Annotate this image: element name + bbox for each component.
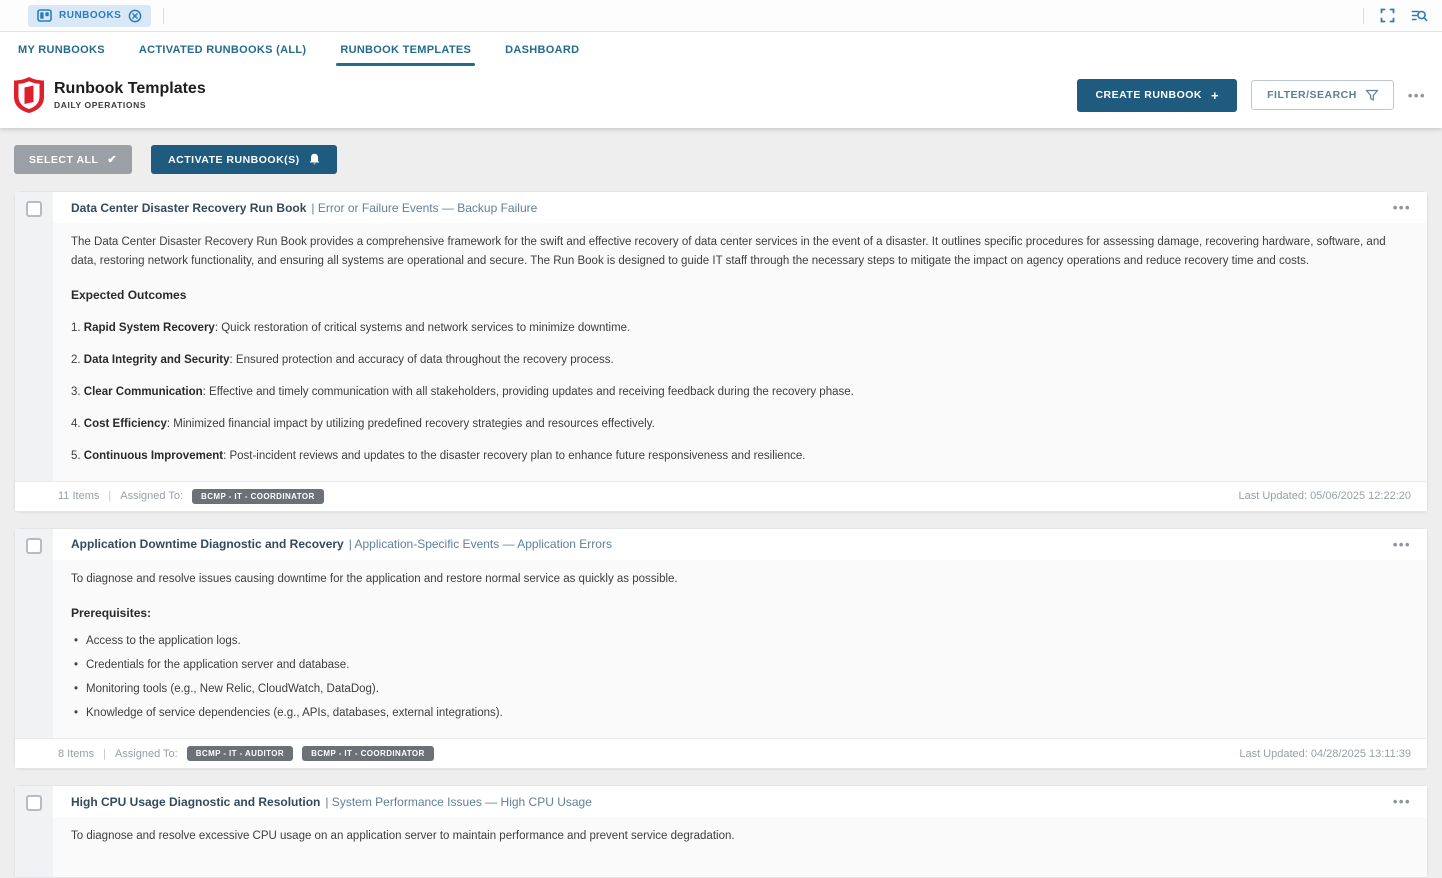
bulk-actions-row (14, 145, 1428, 174)
runbook-category: | System Performance Issues — High CPU Usage (325, 794, 592, 809)
title-block (54, 80, 206, 110)
runbook-description-panel (53, 223, 1427, 481)
list-item: 1. Rapid System Recovery: Quick restoration of critical systems and network services to minimize downtime. (71, 321, 631, 334)
list-item: 5. Continuous Improvement: Post-incident reviews and updates to the disaster recovery plan to enhance future responsiveness and resilience. (71, 449, 806, 462)
runbook-checkbox[interactable] (26, 538, 42, 554)
card-footer: 8 Items | Assigned To: BCMP - IT - AUDITOR BCMP - IT - COORDINATOR Last Updated: 04/28/2025 13:11:39 (15, 738, 1427, 768)
runbook-card (14, 528, 1428, 770)
list-item: • Knowledge of service dependencies (e.g., APIs, databases, external integrations). (71, 704, 1409, 723)
runbooks-workspace-chip[interactable] (28, 5, 151, 27)
card-more-menu[interactable]: ••• (1392, 200, 1411, 215)
items-count: 8 Items (58, 747, 95, 760)
list-item: • Credentials for the application server and database. (71, 656, 1409, 675)
list-item: • Monitoring tools (e.g., New Relic, CloudWatch, DataDog). (71, 680, 1409, 699)
fullscreen-icon[interactable] (1380, 8, 1395, 23)
filter-search-button[interactable]: FILTER/SEARCH (1251, 80, 1394, 110)
runbook-category: | Application-Specific Events — Application Errors (348, 537, 612, 552)
select-all-button[interactable]: SELECT ALL ✔ (14, 145, 132, 174)
list-item: 2. Data Integrity and Security: Ensured protection and accuracy of data throughout the recovery process. (71, 353, 614, 366)
runbook-title[interactable]: Application Downtime Diagnostic and Recovery (71, 537, 344, 552)
topbar-right-divider (1363, 8, 1364, 24)
top-bar (0, 0, 1442, 32)
card-more-menu[interactable]: ••• (1392, 536, 1411, 552)
card-select-gutter (15, 529, 53, 739)
runbook-title[interactable]: High CPU Usage Diagnostic and Resolution (71, 794, 321, 809)
activate-runbooks-button[interactable]: ACTIVATE RUNBOOK(S) (151, 145, 337, 174)
page-subtitle: DAILY OPERATIONS (54, 100, 147, 110)
runbook-description: To diagnose and resolve issues causing downtime for the application and restore normal service as quickly as possible. (71, 572, 678, 585)
list-item: 3. Clear Communication: Effective and timely communication with all stakeholders, providing updates and receiving feedback during the recovery phase. (71, 385, 854, 398)
last-updated: Last Updated: 05/06/2025 12:22:20 (1238, 490, 1411, 503)
search-list-icon[interactable] (1411, 8, 1428, 23)
nav-tabs (0, 32, 1442, 68)
filter-funnel-icon (1366, 90, 1378, 101)
create-runbook-button[interactable]: CREATE RUNBOOK + (1077, 79, 1237, 112)
card-footer: 11 Items | Assigned To: BCMP - IT - COORDINATOR Last Updated: 05/06/2025 12:22:20 (15, 481, 1427, 511)
card-select-gutter (15, 786, 53, 877)
prerequisites-list (71, 632, 1409, 723)
runbook-checkbox[interactable] (26, 201, 42, 217)
runbook-checkbox[interactable] (26, 795, 42, 811)
runbook-card (14, 785, 1428, 878)
tab-dashboard[interactable]: DASHBOARD (505, 44, 580, 56)
items-count: 11 Items (58, 490, 100, 503)
section-heading: Prerequisites: (71, 605, 152, 620)
assigned-to-label: Assigned To: (114, 747, 178, 760)
board-icon (37, 9, 52, 22)
assigned-role-badge: BCMP - IT - AUDITOR (187, 746, 293, 761)
assigned-role-badge: BCMP - IT - COORDINATOR (302, 746, 434, 761)
section-heading: Expected Outcomes (71, 287, 187, 302)
tab-activated-runbooks[interactable]: ACTIVATED RUNBOOKS (ALL) (138, 44, 307, 56)
bell-icon (309, 153, 320, 166)
runbook-card (14, 191, 1428, 512)
app-header (0, 68, 1442, 128)
card-select-gutter (15, 192, 53, 481)
assigned-role-badge: BCMP - IT - COORDINATOR (192, 489, 324, 504)
shield-logo-icon (14, 77, 44, 113)
runbooks-chip-label: RUNBOOKS (59, 10, 122, 21)
tab-runbook-templates[interactable]: RUNBOOK TEMPLATES (340, 32, 471, 68)
tab-my-runbooks[interactable]: MY RUNBOOKS (18, 44, 105, 56)
card-more-menu[interactable]: ••• (1392, 794, 1411, 810)
runbook-description: To diagnose and resolve excessive CPU usage on an application server to maintain performance and prevent service degradation. (71, 830, 735, 843)
plus-icon: + (1211, 87, 1220, 103)
page-title: Runbook Templates (54, 80, 206, 97)
runbook-category: | Error or Failure Events — Backup Failure (311, 200, 538, 215)
close-circle-icon[interactable] (128, 9, 142, 23)
header-more-menu[interactable]: ••• (1407, 87, 1426, 103)
list-item: • Access to the application logs. (71, 632, 1409, 651)
runbook-description-panel (53, 560, 1427, 739)
content-area (0, 128, 1442, 878)
runbook-description: The Data Center Disaster Recovery Run Book provides a comprehensive framework for the swift and effective recovery of data center services in the event of a disaster. It outlines specific procedures for assessing damage, recovering hardware, software, and data, restoring network functionality, and ensuring all systems are operational and secure. The Run Book is designed to guide IT staff through the necessary steps to mitigate the impact on agency operations and reduce recovery time and costs. (71, 236, 1386, 267)
topbar-divider (163, 8, 164, 24)
last-updated: Last Updated: 04/28/2025 13:11:39 (1239, 747, 1411, 760)
runbook-description-panel (53, 817, 1427, 877)
runbook-title[interactable]: Data Center Disaster Recovery Run Book (71, 200, 307, 215)
page-header-area (0, 0, 1442, 128)
assigned-to-label: Assigned To: (120, 490, 184, 503)
expected-outcomes-list (71, 319, 1409, 466)
list-item: 4. Cost Efficiency: Minimized financial impact by utilizing predefined recovery strategies and resources effectively. (71, 417, 655, 430)
check-icon: ✔ (107, 154, 118, 166)
